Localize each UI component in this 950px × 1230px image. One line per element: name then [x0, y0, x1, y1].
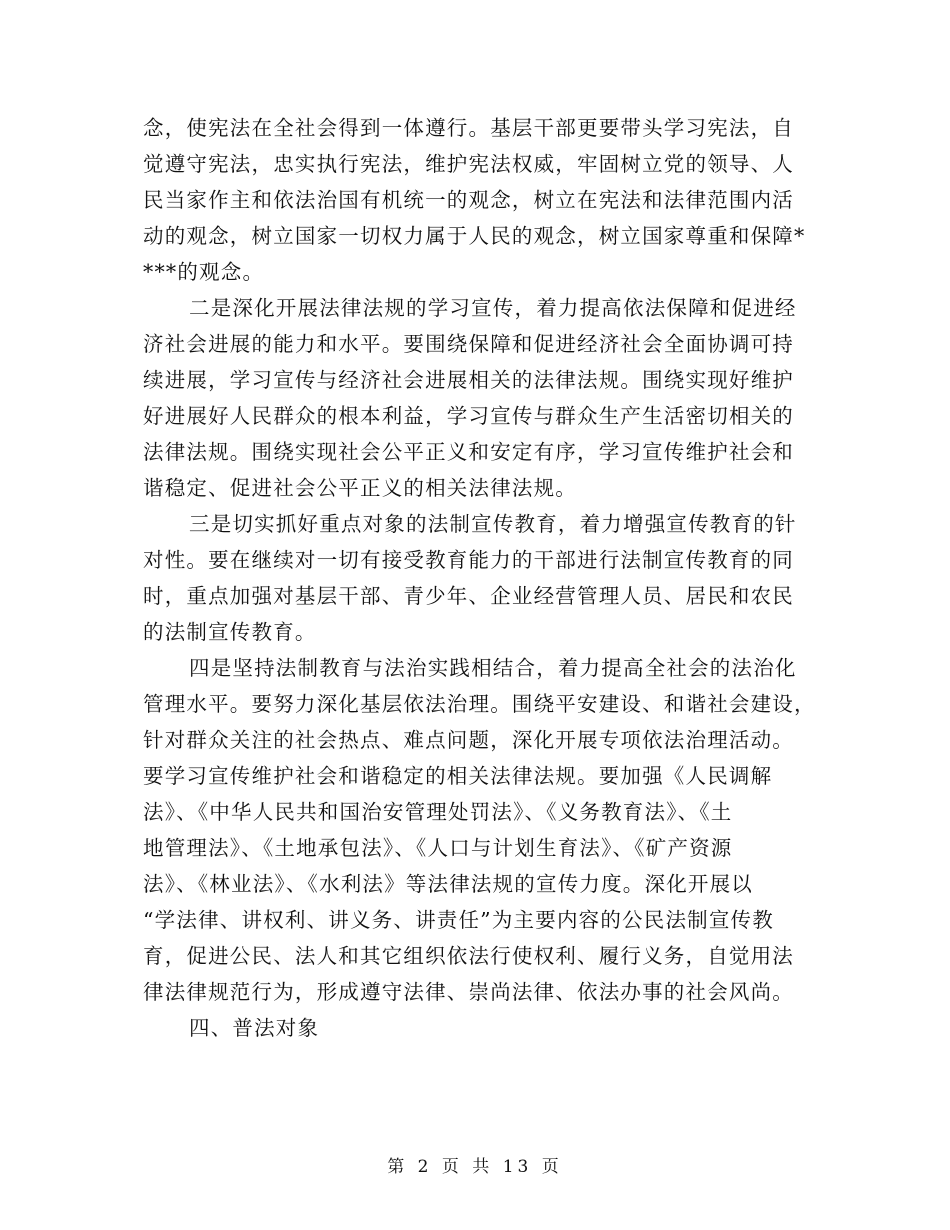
- text-line: 续进展，学习宣传与经济社会进展相关的法律法规。围绕实现好维护: [143, 368, 794, 392]
- text-line: 对性。要在继续对一切有接受教育能力的干部进行法制宣传教育的同: [143, 548, 794, 572]
- page-number-footer: 第 2 页 共 13 页: [387, 1157, 563, 1177]
- document-body: [143, 110, 816, 1046]
- paragraph-start-line: 三是切实抓好重点对象的法制宣传教育，着力增强宣传教育的针: [189, 512, 797, 536]
- text-line: 好进展好人民群众的根本利益，学习宣传与群众生产生活密切相关的: [143, 404, 794, 428]
- text-line: “学法律、讲权利、讲义务、讲责任”为主要内容的公民法制宣传教: [143, 908, 774, 932]
- text-line: 律法律规范行为，形成遵守法律、崇尚法律、依法办事的社会风尚。: [143, 980, 794, 1004]
- text-line: 时，重点加强对基层干部、青少年、企业经营管理人员、居民和农民: [143, 584, 794, 608]
- text-line: 法律法规。围绕实现社会公平正义和安定有序，学习宣传维护社会和: [143, 440, 794, 464]
- text-line: 法》、《林业法》、《水利法》等法律法规的宣传力度。深化开展以: [143, 872, 753, 896]
- text-line: 地管理法》、《土地承包法》、《人口与计划生育法》、《矿产资源: [143, 836, 733, 860]
- text-line: 谐稳定、促进社会公平正义的相关法律法规。: [143, 476, 577, 500]
- paragraph-start-line: 二是深化开展法律法规的学习宣传，着力提高依法保障和促进经: [189, 296, 797, 320]
- section-heading: 四、普法对象: [189, 1016, 320, 1040]
- text-line: 要学习宣传维护社会和谐稳定的相关法律法规。要加强《人民调解: [143, 764, 773, 788]
- text-line: 觉遵守宪法，忠实执行宪法，维护宪法权威，牢固树立党的领导、人: [143, 152, 794, 176]
- text-line: 针对群众关注的社会热点、难点问题，深化开展专项依法治理活动。: [143, 728, 794, 752]
- text-line: 的法制宣传教育。: [143, 620, 317, 644]
- text-line: 管理水平。要努力深化基层依法治理。围绕平安建设、和谐社会建设，: [143, 692, 816, 716]
- text-line: ***的观念。: [143, 260, 265, 284]
- text-line: 民当家作主和依法治国有机统一的观念，树立在宪法和法律范围内活: [143, 188, 794, 212]
- text-line: 济社会进展的能力和水平。要围绕保障和促进经济社会全面协调可持: [143, 332, 794, 356]
- text-line: 法》、《中华人民共和国治安管理处罚法》、《义务教育法》、《土: [143, 800, 733, 824]
- text-line: 念，使宪法在全社会得到一体遵行。基层干部更要带头学习宪法，自: [143, 116, 794, 140]
- text-line: 动的观念，树立国家一切权力属于人民的观念，树立国家尊重和保障*: [143, 224, 806, 248]
- paragraph-start-line: 四是坚持法制教育与法治实践相结合，着力提高全社会的法治化: [189, 656, 797, 680]
- text-line: 育，促进公民、法人和其它组织依法行使权利、履行义务，自觉用法: [143, 944, 794, 968]
